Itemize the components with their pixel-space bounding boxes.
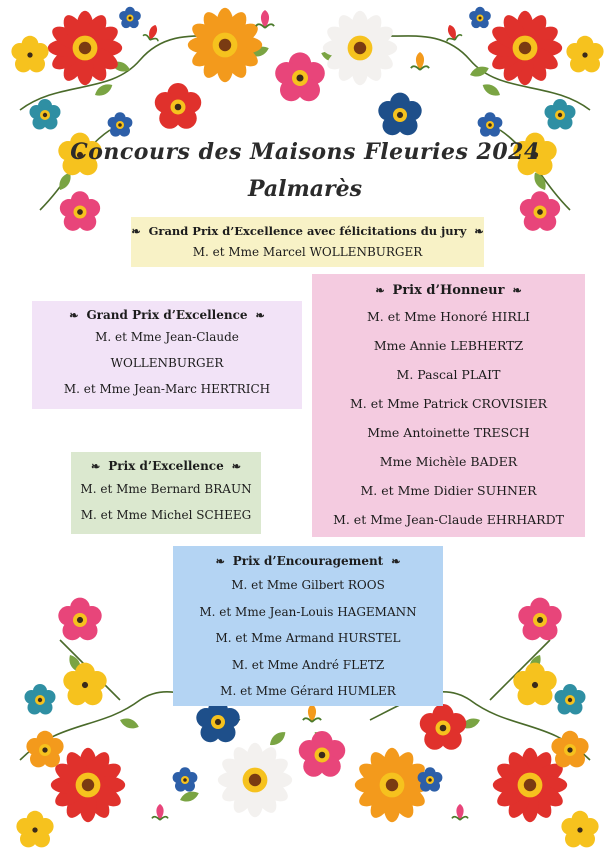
ornament-icon: ❧ bbox=[69, 308, 79, 322]
award-grand-prix-felicitations bbox=[131, 217, 484, 267]
ornament-icon: ❧ bbox=[215, 554, 225, 568]
award-grand-prix-excellence bbox=[32, 301, 302, 409]
award-prix-excellence bbox=[71, 452, 261, 534]
award-label: Prix d’Encouragement bbox=[232, 554, 384, 568]
award-heading bbox=[173, 550, 443, 572]
winner-name: M. et Mme Jean-Claude bbox=[95, 330, 239, 344]
page-title: Concours des Maisons Fleuries 2024 bbox=[70, 139, 540, 165]
ornament-icon: ❧ bbox=[231, 459, 241, 473]
award-label: Prix d’Honneur bbox=[392, 282, 505, 298]
winner-name: M. et Mme Jean-Marc HERTRICH bbox=[63, 382, 271, 396]
winner-name: M. et Mme Armand HURSTEL bbox=[215, 631, 401, 645]
award-prix-encouragement bbox=[173, 546, 443, 706]
winner-name: Mme Annie LEBHERTZ bbox=[373, 338, 524, 353]
ornament-icon: ❧ bbox=[391, 554, 401, 568]
page-subtitle: Palmarès bbox=[247, 176, 363, 202]
winner-name: Mme Antoinette TRESCH bbox=[367, 425, 530, 440]
winner-name: M. Pascal PLAIT bbox=[396, 367, 501, 382]
winner-name: M. et Mme Marcel WOLLENBURGER bbox=[192, 245, 423, 259]
winner-name: M. et Mme Honoré HIRLI bbox=[366, 309, 530, 324]
award-prix-honneur bbox=[312, 274, 585, 537]
ornament-icon: ❧ bbox=[512, 283, 522, 297]
award-heading bbox=[32, 306, 302, 324]
winner-name: WOLLENBURGER bbox=[110, 356, 224, 370]
ornament-icon: ❧ bbox=[91, 459, 101, 473]
winner-name: M. et Mme Didier SUHNER bbox=[360, 483, 537, 498]
ornament-icon: ❧ bbox=[255, 308, 265, 322]
winner-name: M. et Mme Jean-Louis HAGEMANN bbox=[199, 604, 417, 619]
award-label: Prix d’Excellence bbox=[108, 459, 224, 473]
ornament-icon: ❧ bbox=[474, 224, 484, 238]
award-label: Grand Prix d’Excellence bbox=[86, 308, 248, 322]
winner-name: M. et Mme André FLETZ bbox=[231, 657, 385, 672]
winner-name: M. et Mme Gérard HUMLER bbox=[220, 684, 396, 698]
award-heading bbox=[312, 278, 585, 302]
ornament-icon: ❧ bbox=[131, 224, 141, 238]
winner-name: M. et Mme Jean-Claude EHRHARDT bbox=[333, 512, 564, 527]
winner-name: M. et Mme Bernard BRAUN bbox=[80, 482, 252, 496]
winner-name: Mme Michèle BADER bbox=[379, 454, 518, 469]
winner-name: M. et Mme Patrick CROVISIER bbox=[349, 396, 547, 411]
winner-name: M. et Mme Gilbert ROOS bbox=[231, 578, 385, 592]
winner-name: M. et Mme Michel SCHEEG bbox=[80, 508, 252, 522]
award-heading bbox=[71, 456, 261, 476]
award-heading bbox=[131, 223, 484, 239]
award-label: Grand Prix d’Excellence avec félicitations du jury bbox=[148, 224, 467, 238]
ornament-icon: ❧ bbox=[375, 283, 385, 297]
